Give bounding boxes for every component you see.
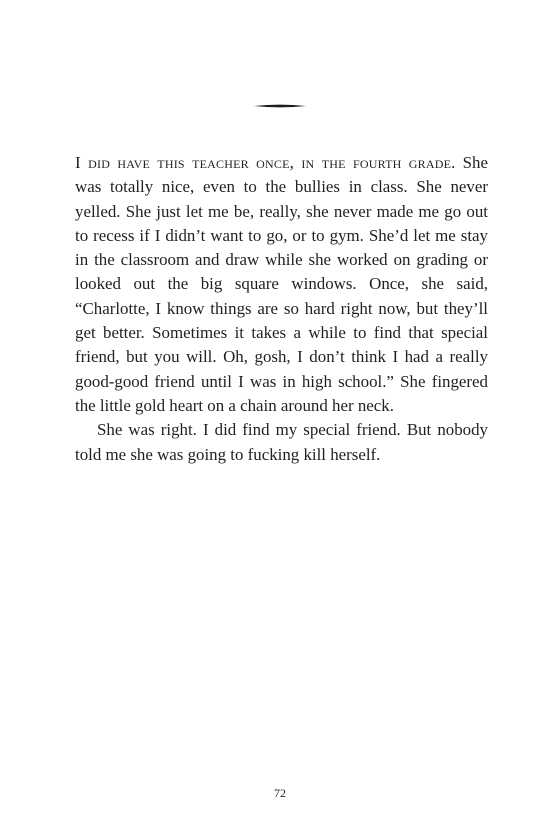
flourish-rule-icon [254,101,306,111]
paragraph-1 [75,151,488,418]
small-caps-lead-in: I did have this teacher once, in the fourth grade. [75,153,456,172]
paragraph-2: She was right. I did find my special friend. But nobody told me she was going to fucking kill herself. [75,420,488,464]
chapter-text [75,151,488,467]
paragraph-1-body: She was totally nice, even to the bullies in class. She never yelled. She just let me be, really, she never made me go out to recess if I didn’t want to go, or to gym. She’d let me stay in the classroom and draw while she worked on grading or looked out the big square windows. Once, she said, “Charlotte, I know things are so hard right now, but they’ll get better. Sometimes it takes a while to find that special friend, but you will. Oh, gosh, I don’t think I had a really good-good friend until I was in high school.” She fingered the little gold heart on a chain around her neck. [75,153,489,415]
page-number: 72 [274,786,286,800]
